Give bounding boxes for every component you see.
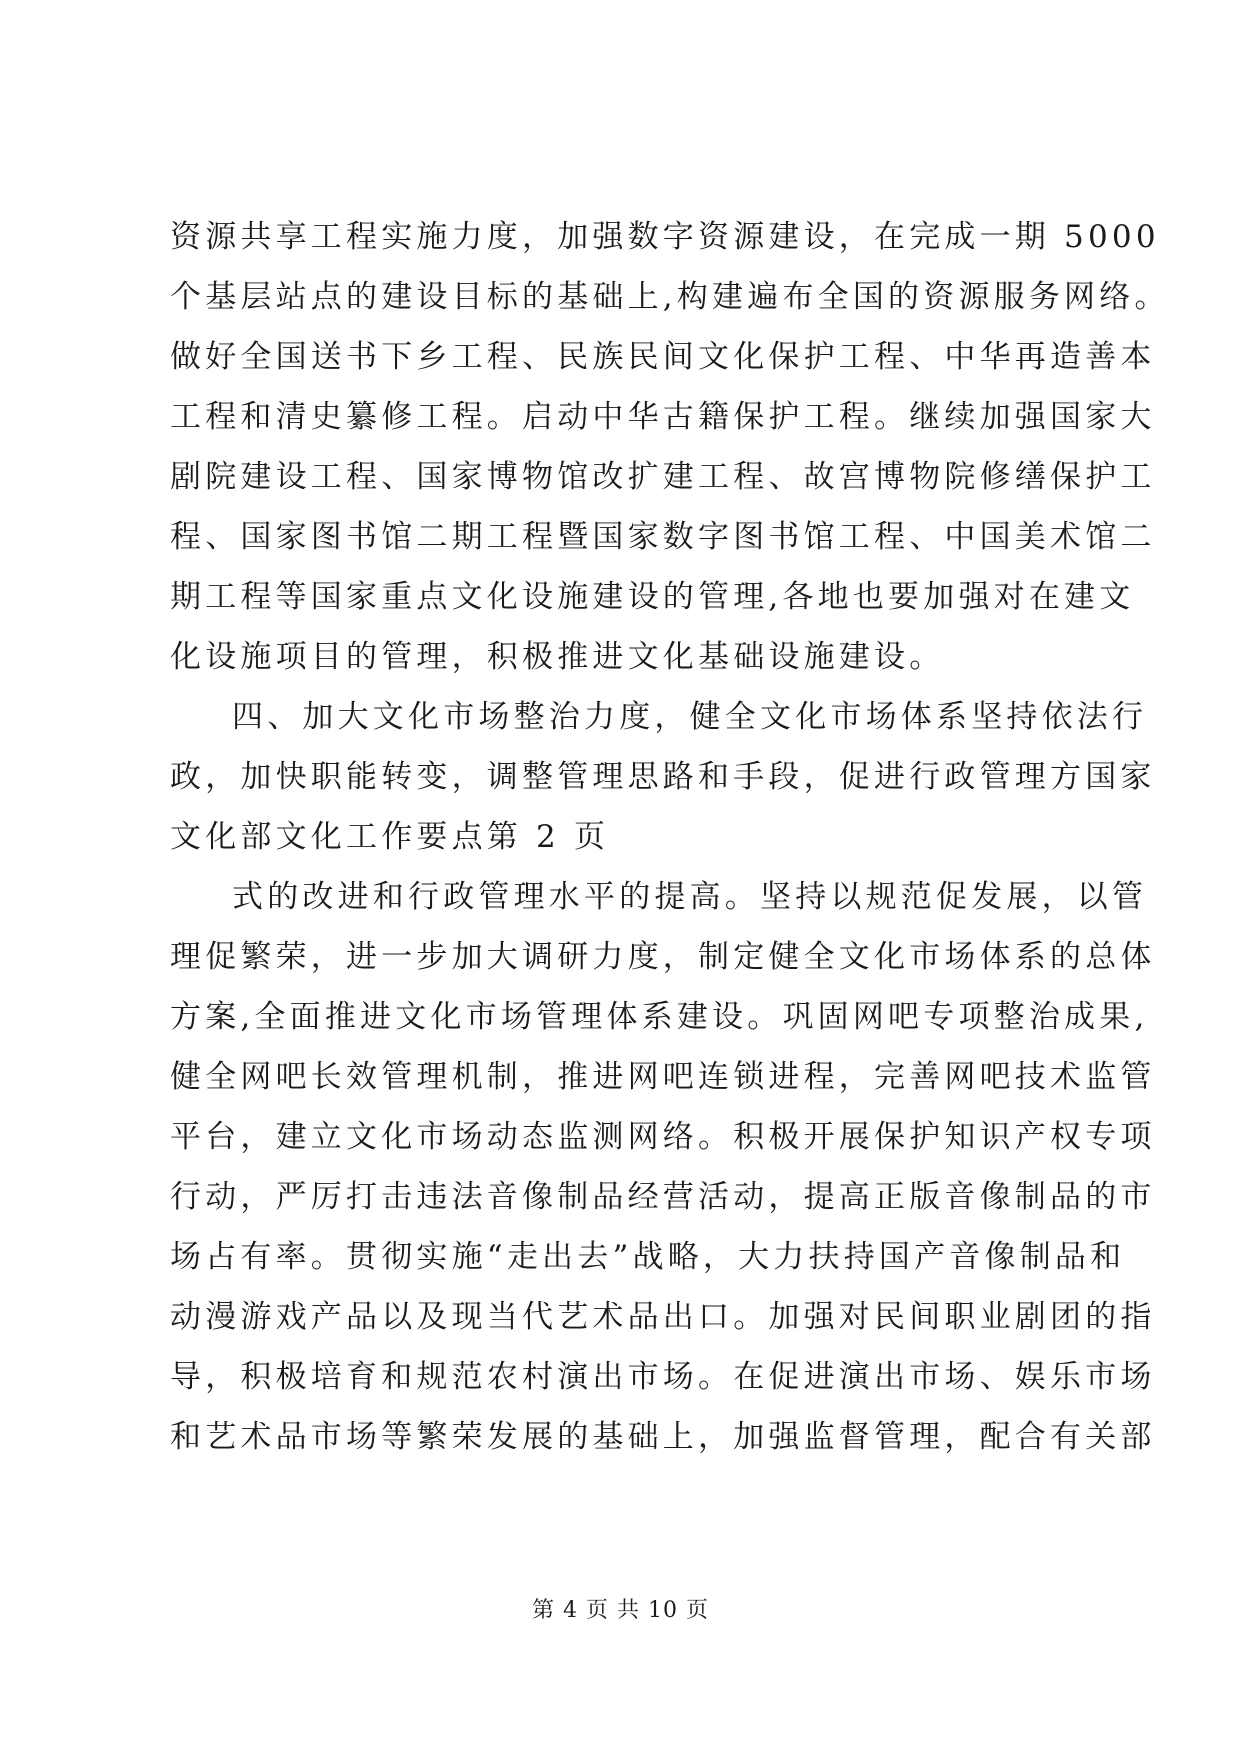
body-line: 方案,全面推进文化市场管理体系建设。巩固网吧专项整治成果, [170,999,1149,1035]
paragraph-first-line: 式的改进和行政管理水平的提高。坚持以规范促发展，以管 [232,879,1148,915]
body-line: 场占有率。贯彻实施“走出去”战略，大力扶持国产音像制品和 [170,1239,1126,1275]
body-line: 动漫游戏产品以及现当代艺术品出口。加强对民间职业剧团的指 [170,1299,1156,1335]
body-line: 导，积极培育和规范农村演出市场。在促进演出市场、娱乐市场 [170,1359,1156,1395]
body-line: 剧院建设工程、国家博物馆改扩建工程、故宫博物院修缮保护工 [170,459,1156,495]
body-line: 程、国家图书馆二期工程暨国家数字图书馆工程、中国美术馆二 [170,519,1156,555]
body-line: 资源共享工程实施力度，加强数字资源建设，在完成一期 5000 [170,219,1160,255]
body-line: 政，加快职能转变，调整管理思路和手段，促进行政管理方国家 [170,759,1156,795]
page-marker-line: 文化部文化工作要点第 2 页 [170,819,610,855]
body-line: 期工程等国家重点文化设施建设的管理,各地也要加强对在建文 [170,579,1135,615]
page-number-footer: 第 4 页 共 10 页 [532,1598,709,1623]
body-line: 和艺术品市场等繁荣发展的基础上，加强监督管理，配合有关部 [170,1419,1156,1455]
body-line: 个基层站点的建设目标的基础上,构建遍布全国的资源服务网络。 [170,279,1170,315]
section-heading-line: 四、加大文化市场整治力度，健全文化市场体系坚持依法行 [232,699,1148,735]
body-line: 平台，建立文化市场动态监测网络。积极开展保护知识产权专项 [170,1119,1156,1155]
body-line: 健全网吧长效管理机制，推进网吧连锁进程，完善网吧技术监管 [170,1059,1156,1095]
body-line: 行动，严厉打击违法音像制品经营活动，提高正版音像制品的市 [170,1179,1156,1215]
body-line: 化设施项目的管理，积极推进文化基础设施建设。 [170,639,945,675]
body-line: 工程和清史纂修工程。启动中华古籍保护工程。继续加强国家大 [170,399,1156,435]
body-line: 理促繁荣，进一步加大调研力度，制定健全文化市场体系的总体 [170,939,1156,975]
body-line: 做好全国送书下乡工程、民族民间文化保护工程、中华再造善本 [170,339,1156,375]
